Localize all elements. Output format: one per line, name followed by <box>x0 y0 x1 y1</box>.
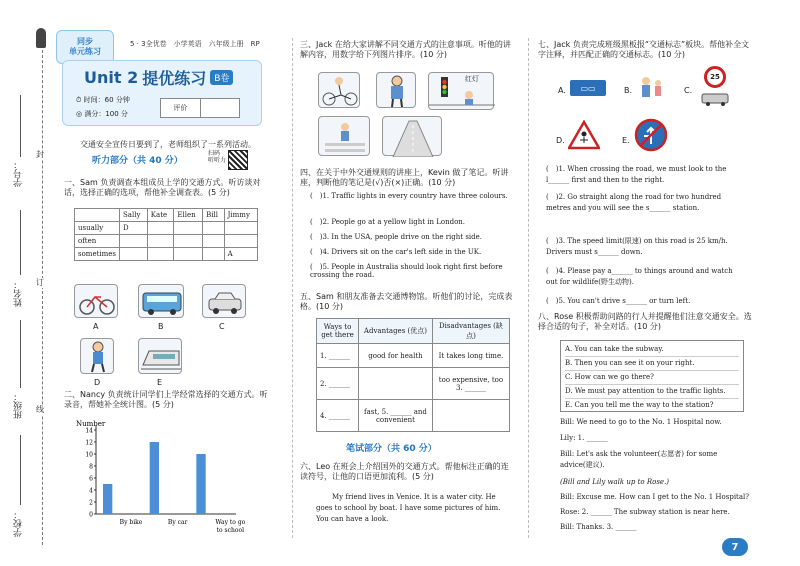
bus-icon: ▭▭ <box>580 83 596 93</box>
title-badge: B卷 <box>210 70 233 85</box>
page-number: 7 <box>731 541 739 553</box>
train-picture <box>138 338 182 374</box>
pic-label-b: B <box>158 322 164 331</box>
q5-header-row <box>317 319 510 344</box>
q3-person-picture <box>376 72 416 108</box>
side-line-xuexiao <box>20 435 21 505</box>
q7-label-c: C. <box>684 86 693 95</box>
side-label-xuexiao: 学校： <box>14 510 24 537</box>
table-cell <box>120 235 148 248</box>
table-cell <box>224 222 257 235</box>
qr-code <box>208 150 262 172</box>
q8-option-b: B. Then you can see it on your right. <box>565 357 739 371</box>
q7-item-5: ( )5. You can't drive s______ or turn left. <box>546 297 691 305</box>
table-cell <box>147 235 174 248</box>
q7-label-a: A. <box>558 86 566 95</box>
table-cell <box>203 235 224 248</box>
q3-crossing-picture <box>318 116 370 156</box>
grade-label: 评价 <box>161 99 201 117</box>
speed-limit-value: 25 <box>710 72 720 81</box>
q8-dialog-7: Bill: Thanks. 3. ______ <box>560 523 637 531</box>
table-row <box>75 222 258 235</box>
side-label-banji: 班级： <box>14 392 24 419</box>
q7-label-b: B. <box>624 86 633 95</box>
chart-ytick-label: 6 <box>89 475 93 483</box>
q2-bar-chart <box>70 418 270 533</box>
speed-limit-sign <box>704 66 726 88</box>
q4-item-4: ( )4. Drivers sit on the car's left side in the UK. <box>310 248 482 256</box>
table-cell: It takes long time. <box>432 344 509 368</box>
banner-tag <box>56 30 114 64</box>
q7-text: 七、Jack 负责完成班级黑板报“交通标志”板块。帮他补全文字注释，并匹配正确的交通标志。(10 分) <box>538 40 750 59</box>
chart-ytick-label: 8 <box>89 463 93 471</box>
table-cell <box>359 368 433 400</box>
chart-bar <box>150 442 159 514</box>
banner-series: 5 · 3全优卷 小学英语 六年级上册 RP <box>130 40 260 48</box>
table-cell: 1. ______ <box>317 344 359 368</box>
q1-text: 一、Sam 负责调查本组成员上学的交通方式。听访谈对话，选择正确的选项，帮他补全调查表。(5 分) <box>64 178 261 197</box>
grade-box <box>160 98 240 118</box>
q1-header-row <box>75 209 258 222</box>
meta-score: ◎ 满分：100 分 <box>76 110 128 118</box>
column-divider-1 <box>292 38 293 538</box>
table-cell <box>203 248 224 261</box>
q7-sign-b <box>636 74 668 104</box>
table-cell: D <box>120 222 148 235</box>
table-cell <box>224 235 257 248</box>
meta-time: ⏱ 时间：60 分钟 <box>76 96 130 104</box>
q5-h1: Advantages (优点) <box>359 319 433 344</box>
table-cell: A <box>224 248 257 261</box>
table-cell: too expensive, too 3. ______ <box>432 368 509 400</box>
q1-h3: Ellen <box>174 209 203 222</box>
q8-option-a: A. You can take the subway. <box>565 343 739 357</box>
table-cell: often <box>75 235 120 248</box>
table-cell: usually <box>75 222 120 235</box>
table-cell <box>174 248 203 261</box>
q7-item-2: ( )2. Go straight along the road for two hundred metres and you will see the s______ station. <box>546 193 722 213</box>
q8-dialog-2: Lily: 1. ______ <box>560 434 608 442</box>
q8-dialog-6: Rose: 2. ______ The subway station is near here. <box>560 508 730 516</box>
table-cell: fast, 5. ______ and convenient <box>359 400 433 432</box>
q1-h1: Sally <box>120 209 148 222</box>
q7-sign-e <box>634 118 668 152</box>
listening-header: 听力部分（共 40 分） <box>92 156 183 166</box>
q6-text: 六、Leo 在班会上介绍国外的交通方式。帮他标注正确的连读符号，让他的口语更加流利。(5 分) <box>300 462 509 481</box>
q8-option-d: D. We must pay attention to the traffic lights. <box>565 385 739 399</box>
q8-text: 八、Rose 积极帮助问路的行人并提醒他们注意交通安全。选择合适的句子，补全对话。(10 分) <box>538 312 752 331</box>
chart-category-label: to school <box>216 527 245 533</box>
table-row <box>317 400 510 432</box>
q8-options-box <box>560 340 744 412</box>
q7-label-e: E. <box>622 136 630 145</box>
q5-h2: Disadvantages (缺点) <box>432 319 509 344</box>
q6-passage: My friend lives in Venice. It is a water city. He goes to school by boat. I have some pictures of him. You can have a look. <box>316 493 501 523</box>
table-row <box>75 235 258 248</box>
q4-item-2: ( )2. People go at a yellow light in London. <box>310 218 466 226</box>
walking-picture <box>80 338 114 374</box>
qr-text: 扫码 听听力 <box>208 150 227 165</box>
chart-bar <box>196 454 205 514</box>
side-mark-ding: 订 <box>36 278 44 287</box>
chart-category-label: Way to go <box>215 519 246 526</box>
q8-option-c: C. How can we go there? <box>565 371 739 385</box>
q1-h4: Bill <box>203 209 224 222</box>
chart-ytick-label: 2 <box>89 499 93 507</box>
q8-option-e: E. Can you tell me the way to the station? <box>565 401 714 409</box>
chart-category-label: By car <box>167 519 188 526</box>
q4-item-1: ( )1. Traffic lights in every country have three colours. <box>310 192 508 200</box>
side-mark-xian: 线 <box>36 405 44 414</box>
q3-sign-label: 红灯 <box>465 75 479 83</box>
table-cell: 2. ______ <box>317 368 359 400</box>
q3-cyclist-picture <box>318 72 360 108</box>
table-cell: good for health <box>359 344 433 368</box>
q7-item-4: ( )4. Please pay a______ to things around and watch out for wildlife(野生动物). <box>546 267 733 287</box>
qr-code-image <box>228 150 248 170</box>
intro-text: 交通安全宣传日要到了，老师组织了一系列活动。 <box>80 140 256 149</box>
chart-category-label: By bike <box>119 519 143 526</box>
q1-table <box>74 208 258 261</box>
q4-item-3: ( )3. In the USA, people drive on the right side. <box>310 233 482 241</box>
q5-h0: Ways to get there <box>317 319 359 344</box>
q7-item-3: ( )3. The speed limit(限速) on this road is 25 km/h. Drivers must s______ down. <box>546 237 728 257</box>
bus-picture <box>138 284 184 318</box>
binding-line <box>42 40 43 545</box>
q3-road-picture <box>382 116 442 156</box>
side-label-xingming: 姓名： <box>14 280 24 307</box>
table-cell <box>147 248 174 261</box>
title-word: 提优练习 <box>142 69 207 88</box>
side-label-xuehao: 学号： <box>14 160 24 187</box>
title-unit: Unit 2 <box>84 68 139 87</box>
bike-picture <box>74 284 118 318</box>
rocket-icon <box>36 28 46 48</box>
q8-dialog-3: Bill: Let's ask the volunteer(志愿者) for some advice(建议). <box>560 450 718 469</box>
side-line-banji <box>20 320 21 388</box>
q7-sign-c <box>698 66 732 110</box>
pic-label-d: D <box>94 378 101 387</box>
table-row <box>317 344 510 368</box>
pic-label-e: E <box>157 378 163 387</box>
q3-traffic-light-picture <box>428 72 494 110</box>
side-mark-feng: 封 <box>36 150 44 159</box>
q7-item-1: ( )1. When crossing the road, we must look to the l______ first and then to the right. <box>546 165 727 185</box>
q5-text: 五、Sam 和朋友准备去交通博物馆。听他们的讨论，完成表格。(10 分) <box>300 292 513 311</box>
taxi-picture <box>202 284 246 318</box>
chart-bar <box>103 484 112 514</box>
chart-ytick-label: 14 <box>85 427 93 435</box>
q8-dialog-5: Bill: Excuse me. How can I get to the No. 1 Hospital? <box>560 493 750 501</box>
q7-label-d: D. <box>556 136 565 145</box>
table-cell <box>203 222 224 235</box>
q2-text: 二、Nancy 负责统计同学们上学经常选择的交通方式。听录音，帮她补全统计图。(5 分) <box>64 390 268 409</box>
table-row <box>317 368 510 400</box>
q1-h0 <box>75 209 120 222</box>
q8-dialog-4: (Bill and Lily walk up to Rose.) <box>560 478 670 486</box>
table-cell: sometimes <box>75 248 120 261</box>
q7-sign-a <box>570 80 606 96</box>
q4-item-5: ( )5. People in Australia should look right first before crossing the road. <box>310 263 503 280</box>
chart-ylabel: Number <box>76 420 106 428</box>
q4-text: 四、在关于中外交通规则的讲座上，Kevin 做了笔记。听讲座，判断他的笔记是(√)否(×)正确。(10 分) <box>300 168 509 187</box>
table-cell: 4. ______ <box>317 400 359 432</box>
banner-tag-text: 同步 单元练习 <box>69 37 101 56</box>
pic-label-a: A <box>93 322 99 331</box>
q3-text: 三、Jack 在给大家讲解不同交通方式的注意事项。听他的讲解内容，用数字给下列图片排序。(10 分) <box>300 40 511 59</box>
q5-table <box>316 318 510 432</box>
table-row <box>75 248 258 261</box>
table-cell <box>174 222 203 235</box>
chart-ytick-label: 10 <box>85 451 93 459</box>
table-cell <box>174 235 203 248</box>
table-cell <box>120 248 148 261</box>
page-number-badge <box>722 538 748 556</box>
chart-ytick-label: 12 <box>85 439 93 447</box>
table-cell <box>147 222 174 235</box>
chart-ytick-label: 0 <box>89 511 93 519</box>
column-divider-2 <box>528 38 529 538</box>
table-cell <box>432 400 509 432</box>
pic-label-c: C <box>219 322 225 331</box>
chart-ytick-label: 4 <box>89 487 93 495</box>
q7-sign-d <box>568 120 600 150</box>
q1-h5: Jimmy <box>224 209 257 222</box>
side-line-xuehao <box>20 95 21 157</box>
q1-h2: Kate <box>147 209 174 222</box>
side-line-xingming <box>20 210 21 275</box>
q8-dialog-1: Bill: We need to go to the No. 1 Hospital now. <box>560 418 722 426</box>
writing-header: 笔试部分（共 60 分） <box>346 444 437 454</box>
title-line <box>84 66 233 89</box>
